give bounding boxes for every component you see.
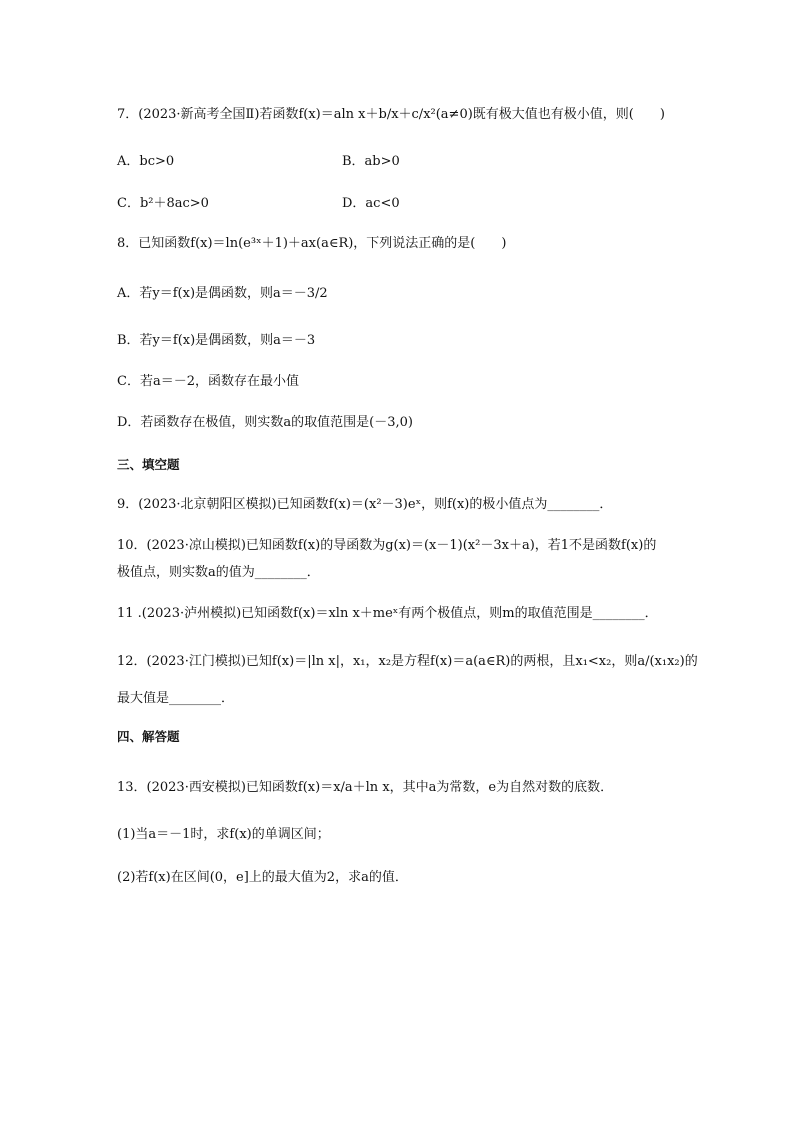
question-13-part-2: (2)若f(x)在区间(0，e]上的最大值为2，求a的值． [117,870,408,885]
question-11: 11 .(2023·泸州模拟)已知函数f(x)＝xln x＋meˣ有两个极值点，则m的取值范围是________． [117,606,658,621]
question-7-option-b: B．ab>0 [342,154,400,169]
question-8-option-c: C．若a＝－2，函数存在最小值 [117,374,299,389]
question-13-part-1: (1)当a＝－1时，求f(x)的单调区间； [117,827,330,842]
question-8-option-b: B．若y＝f(x)是偶函数，则a＝－3 [117,333,316,348]
question-7-option-a: A．bc>0 [117,154,175,169]
section-heading-solve: 四、解答题 [117,729,180,744]
question-8-option-d: D．若函数存在极值，则实数a的取值范围是(－3,0) [117,415,413,430]
question-10-line-2: 极值点，则实数a的值为________． [117,565,320,580]
question-10-line-1: 10．(2023·凉山模拟)已知函数f(x)的导函数为g(x)＝(x－1)(x²－3x＋a)，若1不是函数f(x)的 [117,538,657,553]
question-7-option-d: D．ac<0 [342,196,400,211]
question-7-stem: 7．(2023·新高考全国Ⅱ)若函数f(x)＝aln x＋b/x＋c/x²(a≠0)既有极大值也有极小值，则( ) [117,107,665,122]
question-12-line-2: 最大值是________． [117,691,235,706]
section-heading-fill-in: 三、填空题 [117,457,180,472]
question-8-option-a: A．若y＝f(x)是偶函数，则a＝－3/2 [117,286,328,301]
question-7-option-c: C．b²＋8ac>0 [117,196,209,211]
question-12-line-1: 12．(2023·江门模拟)已知f(x)＝|ln x|，x₁，x₂是方程f(x)＝a(a∈R)的两根，且x₁<x₂，则a/(x₁x₂)的 [117,654,698,669]
question-13-stem: 13．(2023·西安模拟)已知函数f(x)＝x/a＋ln x，其中a为常数，e为自然对数的底数． [117,780,614,795]
question-8-stem: 8．已知函数f(x)＝ln(e³ˣ＋1)＋ax(a∈R)，下列说法正确的是( ) [117,236,507,251]
question-9: 9．(2023·北京朝阳区模拟)已知函数f(x)＝(x²－3)eˣ，则f(x)的极小值点为________． [117,497,613,512]
